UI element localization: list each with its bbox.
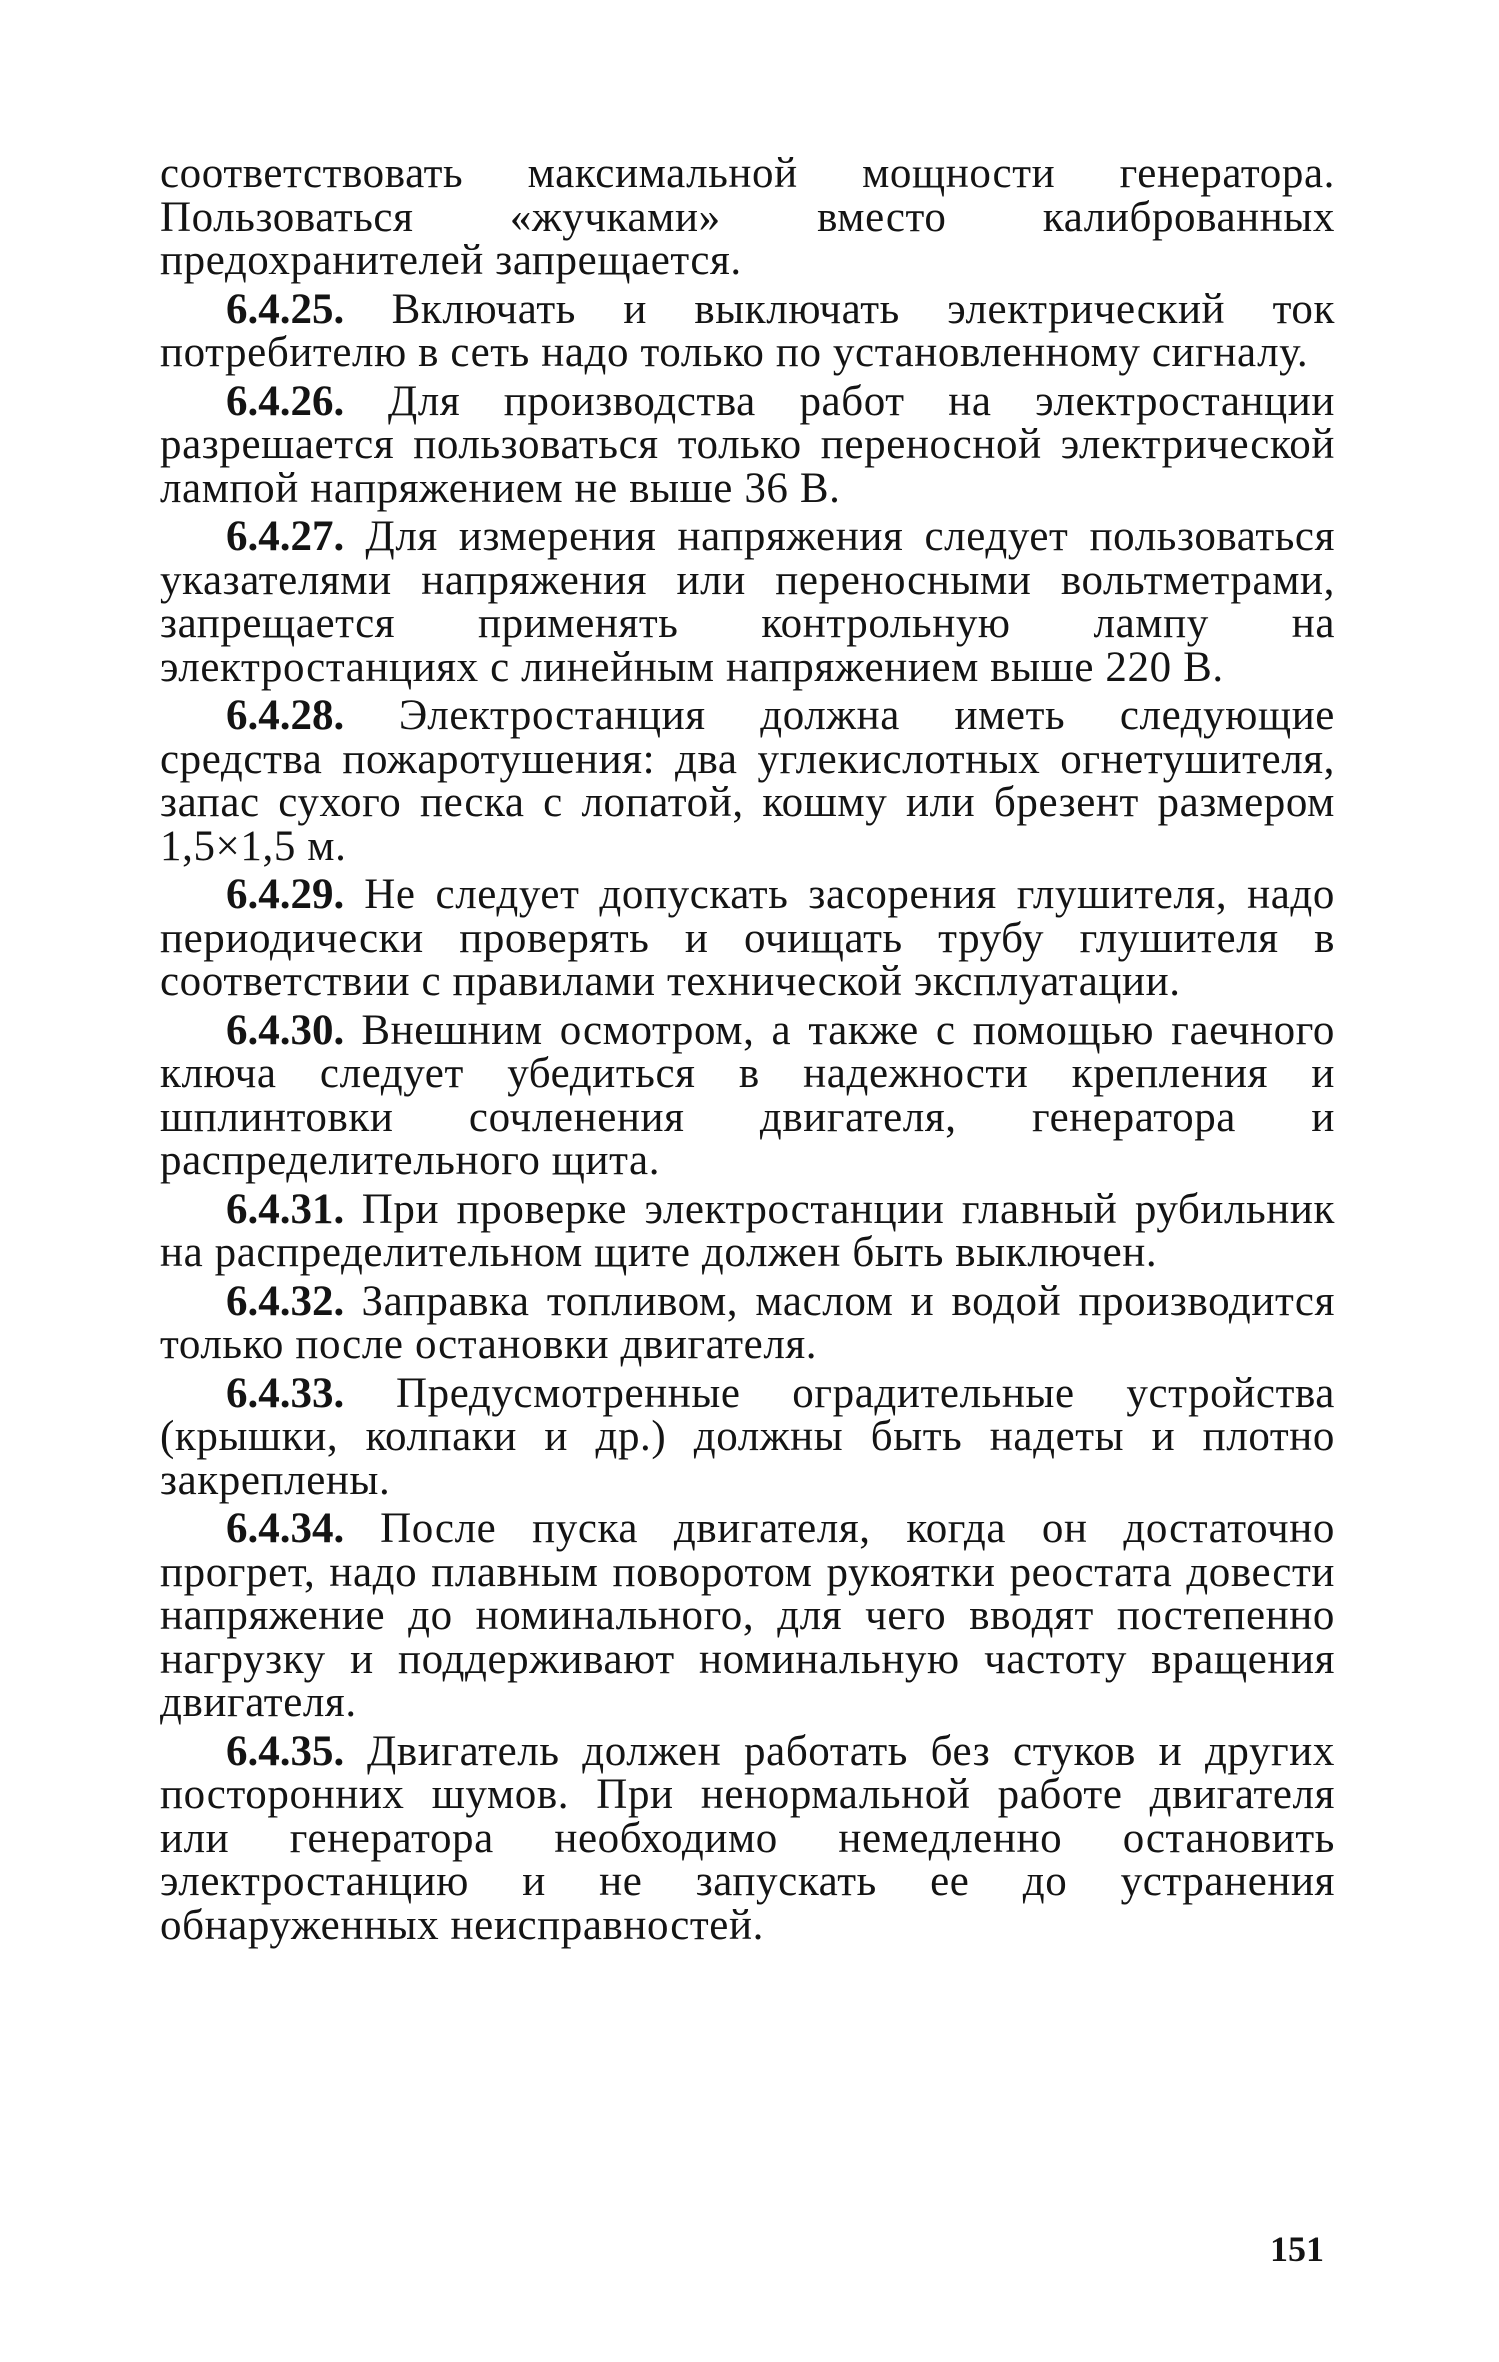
paragraph-6-4-28 [160,694,1335,868]
paragraph-6-4-27 [160,515,1335,689]
paragraph-text: При проверке электростанции главный рубильник на распределительном щите должен быть выключен. [160,1185,1335,1276]
paragraph-text: Электростанция должна иметь следующие средства пожаротушения: два углекислотных огнетушителя, запас сухого песка с лопатой, кошму или брезент размером 1,5×1,5 м. [160,692,1335,870]
page-body [160,152,1335,1952]
page-number: 151 [1270,2229,1324,2269]
paragraph-6-4-34 [160,1507,1335,1725]
paragraph-number: 6.4.29. [226,871,345,918]
paragraph-text: Внешним осмотром, а также с помощью гаечного ключа следует убедиться в надежности крепления и шплинтовки сочленения двигателя, генератора и распределительного щита. [160,1006,1335,1184]
paragraph-text: Заправка топливом, маслом и водой производится только после остановки двигателя. [160,1277,1335,1368]
paragraph-6-4-30 [160,1006,1335,1184]
paragraph-text: Для производства работ на электростанции разрешается пользоваться только переносной электрической лампой напряжением не выше 36 В. [160,377,1335,512]
paragraph-number: 6.4.32. [226,1277,345,1325]
paragraph-text: Включать и выключать электрический ток потребителю в сеть надо только по установленному сигналу. [160,285,1335,376]
paragraph-text: После пуска двигателя, когда он достаточно прогрет, надо плавным поворотом рукоятки реостата довести напряжение до номинального, для чего вводят постепенно нагрузку и поддерживают номинальную частоту вращения двигателя. [160,1505,1335,1726]
paragraph-number: 6.4.34. [226,1505,345,1552]
paragraph-number: 6.4.33. [226,1369,345,1417]
paragraph-number: 6.4.26. [226,377,345,425]
paragraph-6-4-31 [160,1185,1335,1276]
paragraph-number: 6.4.31. [226,1185,345,1233]
paragraph-text: Не следует допускать засорения глушителя, надо периодически проверять и очищать трубу глушителя в соответствии с правилами технической эксплуатации. [160,871,1335,1005]
paragraph-6-4-25 [160,285,1335,376]
paragraph-text: Двигатель должен работать без стуков и других посторонних шумов. При ненормальной работе двигателя или генератора необходимо немедленно остановить электростанцию и не запускать ее до устранения обнаруженных неисправностей. [160,1727,1335,1949]
paragraph-6-4-32 [160,1277,1335,1368]
paragraph-6-4-26 [160,377,1335,512]
paragraph-6-4-29 [160,873,1335,1004]
paragraph-6-4-35 [160,1727,1335,1949]
paragraph-text: Для измерения напряжения следует пользоваться указателями напряжения или переносными вольтметрами, запрещается применять контрольную лампу на электростанциях с линейным напряжением выше 220 В. [160,513,1335,691]
paragraph-number: 6.4.30. [226,1006,345,1054]
paragraph-6-4-33 [160,1369,1335,1504]
intro-paragraph: соответствовать максимальной мощности генератора. Пользоваться «жучками» вместо калиброванных предохранителей запрещается. [160,150,1335,284]
paragraph-number: 6.4.35. [226,1727,345,1775]
paragraph-number: 6.4.25. [226,285,345,333]
paragraph-number: 6.4.27. [226,513,345,560]
paragraph-text: Предусмотренные оградительные устройства (крышки, колпаки и др.) должны быть надеты и плотно закреплены. [160,1369,1335,1504]
paragraph-number: 6.4.28. [226,692,345,739]
